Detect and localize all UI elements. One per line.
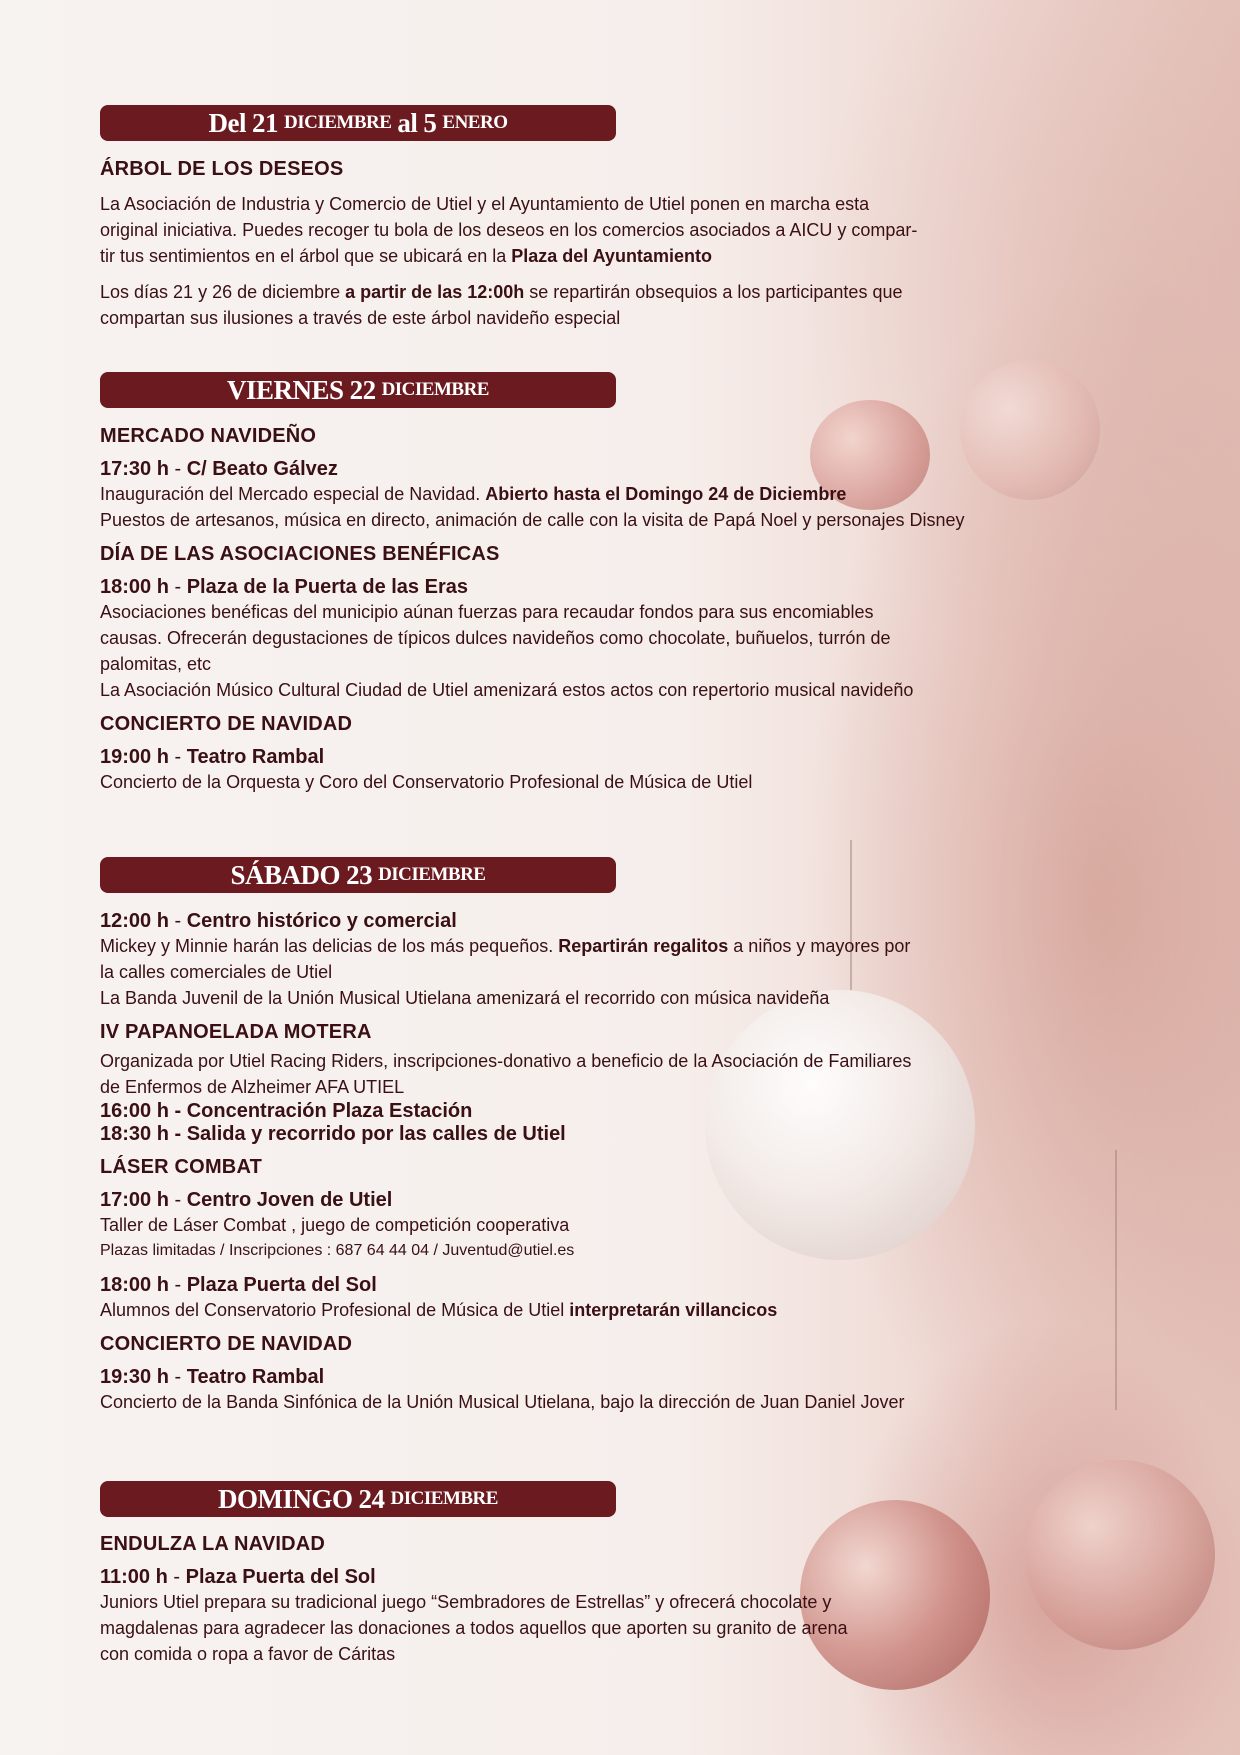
place-label: Plaza Puerta del Sol (186, 1274, 377, 1296)
event-heading: ENDULZA LA NAVIDAD (100, 1533, 326, 1555)
highlight-text: Repartirán regalitos (558, 936, 729, 956)
text-line (100, 1297, 1060, 1323)
banner-word: Del (208, 107, 246, 138)
event-time: 11:00 h - Plaza Puerta del Sol (100, 1566, 376, 1588)
time-label: 19:30 h (100, 1366, 169, 1388)
time-label: 12:00 h (100, 910, 169, 932)
event-time: 12:00 h - Centro histórico y comercial (100, 910, 457, 932)
text-line: magdalenas para agradecer las donaciones a todos aquellos que aporten su granito de arena (100, 1618, 848, 1638)
text-span: Inauguración del Mercado especial de Navidad. (100, 484, 486, 504)
banner-day: VIERNES (227, 374, 344, 405)
text-line: de Enfermos de Alzheimer AFA UTIEL (100, 1077, 405, 1097)
section-sabado (100, 910, 1060, 1415)
banner-month: DICIEMBRE (283, 112, 392, 133)
text-line: la calles comerciales de Utiel (100, 962, 333, 982)
banner-month: ENERO (442, 112, 508, 133)
banner-month: DICIEMBRE (381, 379, 489, 400)
section-banner-domingo (100, 1481, 616, 1517)
event-time: 18:00 h - Plaza Puerta del Sol (100, 1274, 377, 1296)
banner-day: DOMINGO (218, 1483, 353, 1514)
place-label: Centro histórico y comercial (186, 910, 457, 932)
text-line: con comida o ropa a favor de Cáritas (100, 1644, 396, 1664)
text-line (100, 279, 1060, 305)
event-heading: MERCADO NAVIDEÑO (100, 425, 317, 447)
place-label: Plaza de la Puerta de las Eras (186, 576, 468, 598)
text-line: La Asociación de Industria y Comercio de Utiel y el Ayuntamiento de Utiel ponen en marcha esta (100, 194, 870, 214)
text-line: Organizada por Utiel Racing Riders, inscripciones-donativo a beneficio de la Asociación de Familiares (100, 1051, 912, 1071)
banner-month: DICIEMBRE (390, 1488, 498, 1509)
section-banner-sabado (100, 857, 616, 893)
event-time: 17:00 h - Centro Joven de Utiel (100, 1189, 393, 1211)
event-heading: CONCIERTO DE NAVIDAD (100, 1333, 353, 1355)
event-heading: CONCIERTO DE NAVIDAD (100, 713, 353, 735)
highlight-text: Abierto hasta el Domingo 24 de Diciembre (485, 484, 847, 504)
section-banner-viernes (100, 372, 616, 408)
text-line (100, 481, 1060, 507)
contact-line: Plazas limitadas / Inscripciones : 687 64 44 04 / Juventud@utiel.es (100, 1242, 575, 1259)
text-span: se repartirán obsequios a los participantes que (524, 282, 903, 302)
text-line: Concierto de la Orquesta y Coro del Conservatorio Profesional de Música de Utiel (100, 772, 753, 792)
event-time: 19:30 h - Teatro Rambal (100, 1366, 325, 1388)
place-label: Teatro Rambal (186, 1366, 325, 1388)
place-label: Centro Joven de Utiel (186, 1189, 393, 1211)
text-line: Taller de Láser Combat , juego de competición cooperativa (100, 1215, 570, 1235)
text-line: Juniors Utiel prepara su tradicional juego “Sembradores de Estrellas” y ofrecerá chocolate y (100, 1592, 832, 1612)
place-label: C/ Beato Gálvez (186, 458, 338, 480)
banner-number: 23 (346, 859, 373, 890)
text-line: La Asociación Músico Cultural Ciudad de Utiel amenizará estos actos con repertorio musical navideño (100, 680, 914, 700)
text-line (100, 243, 1060, 269)
text-span: Los días 21 y 26 de diciembre (100, 282, 346, 302)
place-label: Plaza Puerta del Sol (185, 1566, 376, 1588)
banner-day: SÁBADO (230, 859, 341, 890)
text-line: compartan sus ilusiones a través de este árbol navideño especial (100, 308, 621, 328)
banner-number: 22 (349, 374, 376, 405)
text-span: a niños y mayores por (728, 936, 911, 956)
text-line: causas. Ofrecerán degustaciones de típicos dulces navideños como chocolate, buñuelos, turrón de (100, 628, 891, 648)
text-span: tir tus sentimientos en el árbol que se ubicará en la (100, 246, 512, 266)
banner-number: 21 (251, 107, 278, 138)
event-time: 18:00 h - Plaza de la Puerta de las Eras (100, 576, 468, 598)
time-label: 18:00 h (100, 1274, 169, 1296)
banner-word: al (397, 107, 418, 138)
section-arbol (100, 158, 1060, 331)
time-label: 17:00 h (100, 1189, 169, 1211)
time-label: 17:30 h (100, 458, 169, 480)
event-heading: DÍA DE LAS ASOCIACIONES BENÉFICAS (100, 543, 500, 565)
event-time: 17:30 h - C/ Beato Gálvez (100, 458, 338, 480)
highlight-text: interpretarán villancicos (569, 1300, 778, 1320)
event-time: 19:00 h - Teatro Rambal (100, 746, 325, 768)
banner-number: 24 (358, 1483, 385, 1514)
event-heading: IV PAPANOELADA MOTERA (100, 1021, 372, 1043)
text-span: Mickey y Minnie harán las delicias de los más pequeños. (100, 936, 559, 956)
event-heading: LÁSER COMBAT (100, 1156, 263, 1178)
section-domingo (100, 1533, 1060, 1667)
banner-number: 5 (423, 107, 437, 138)
time-label: 11:00 h (100, 1566, 168, 1588)
section-viernes (100, 425, 1060, 795)
text-line: palomitas, etc (100, 654, 212, 674)
text-line: Puestos de artesanos, música en directo, animación de calle con la visita de Papá Noel y personajes Disney (100, 510, 965, 530)
text-line: Concierto de la Banda Sinfónica de la Unión Musical Utielana, bajo la dirección de Juan Daniel Jover (100, 1392, 905, 1412)
place-label: Teatro Rambal (186, 746, 325, 768)
text-line: Asociaciones benéficas del municipio aúnan fuerzas para recaudar fondos para sus encomiables (100, 602, 874, 622)
text-line: La Banda Juvenil de la Unión Musical Utielana amenizará el recorrido con música navideña (100, 988, 830, 1008)
highlight-text: a partir de las 12:00h (345, 282, 525, 302)
text-span: Alumnos del Conservatorio Profesional de Música de Utiel (100, 1300, 570, 1320)
event-time: 16:00 h - Concentración Plaza Estación (100, 1100, 473, 1122)
time-label: 19:00 h (100, 746, 169, 768)
section-banner-dates (100, 105, 616, 141)
text-line: original iniciativa. Puedes recoger tu bola de los deseos en los comercios asociados a AICU y compar- (100, 220, 918, 240)
banner-month: DICIEMBRE (378, 864, 486, 885)
event-heading: ÁRBOL DE LOS DESEOS (100, 158, 344, 180)
text-line (100, 933, 1060, 959)
time-label: 18:00 h (100, 576, 169, 598)
highlight-text: Plaza del Ayuntamiento (511, 246, 712, 266)
event-time: 18:30 h - Salida y recorrido por las calles de Utiel (100, 1123, 566, 1145)
